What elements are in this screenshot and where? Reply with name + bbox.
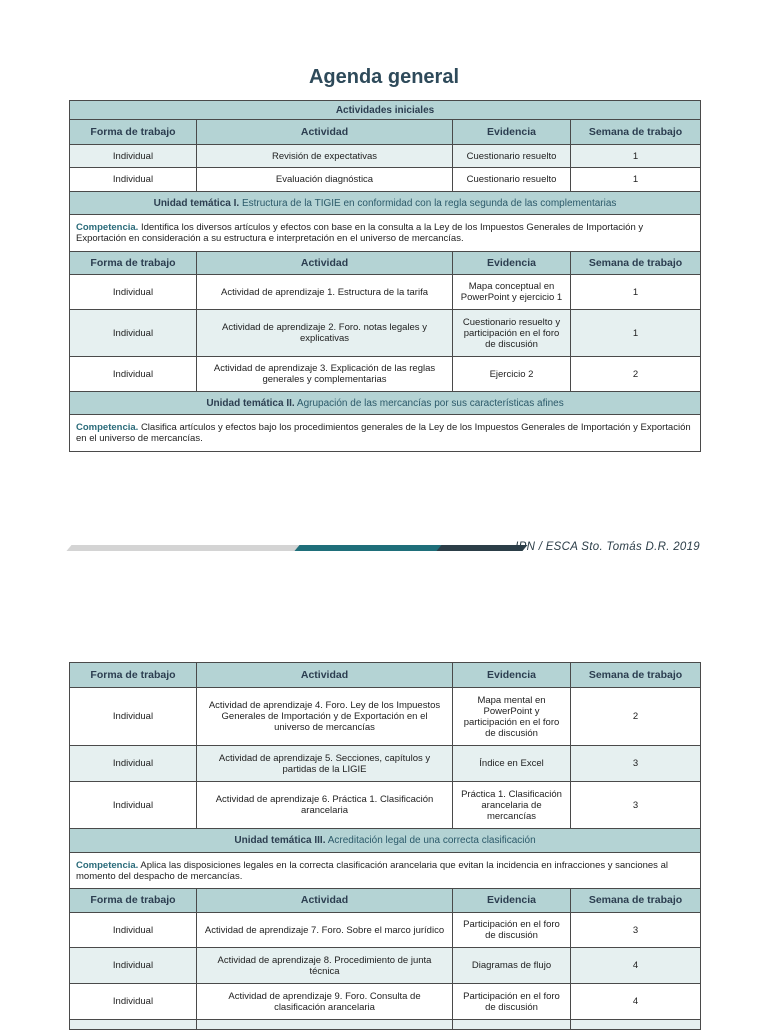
header-evidencia: Evidencia	[453, 663, 571, 688]
table-row	[70, 275, 701, 310]
header-semana: Semana de trabajo	[571, 663, 701, 688]
cell-forma: Individual	[70, 357, 197, 392]
cell-actividad: Revisión de expectativas	[197, 145, 453, 168]
competencia-text-1: Competencia. Identifica los diversos artículos y efectos con base en la consulta a la Ley de los Impuestos Generales de Importación y Exportación en consideración a su estructura e interpretación en el universo de mercancías.	[70, 215, 701, 252]
cell-semana: 1	[571, 168, 701, 192]
cell-forma: Individual	[70, 948, 197, 984]
table-row	[70, 913, 701, 948]
cell-actividad: Actividad de aprendizaje 5. Secciones, capítulos y partidas de la LIGIE	[197, 746, 453, 782]
cell-evidencia: Mapa mental en PowerPoint y participación en el foro de discusión	[453, 688, 571, 746]
cell-semana: 1	[571, 310, 701, 357]
cell-semana: 1	[571, 145, 701, 168]
page-title: Agenda general	[308, 66, 460, 88]
competencia-text-2: Competencia. Clasifica artículos y efectos bajo los procedimientos generales de la Ley de los Impuestos Generales de Importación y Exportación en el universo de mercancías.	[70, 415, 701, 452]
table-row	[70, 746, 701, 782]
cell-blank	[197, 1020, 453, 1030]
cell-semana: 4	[571, 984, 701, 1020]
cell-forma: Individual	[70, 782, 197, 829]
cell-blank	[70, 1020, 197, 1030]
table-row	[70, 310, 701, 357]
header-evidencia: Evidencia	[453, 889, 571, 913]
cell-actividad: Evaluación diagnóstica	[197, 168, 453, 192]
cell-actividad: Actividad de aprendizaje 6. Práctica 1. Clasificación arancelaria	[197, 782, 453, 829]
cell-actividad: Actividad de aprendizaje 1. Estructura de la tarifa	[197, 275, 453, 310]
table-row	[70, 948, 701, 984]
footer-bar-teal	[294, 545, 444, 551]
table-row	[70, 688, 701, 746]
cell-forma: Individual	[70, 913, 197, 948]
cell-evidencia: Cuestionario resuelto	[453, 168, 571, 192]
table-row	[70, 984, 701, 1020]
header-forma: Forma de trabajo	[70, 889, 197, 913]
cell-actividad: Actividad de aprendizaje 4. Foro. Ley de los Impuestos Generales de Importación y de Exportación en el universo de mercancías	[197, 688, 453, 746]
cell-blank	[453, 1020, 571, 1030]
header-semana: Semana de trabajo	[571, 889, 701, 913]
table-row	[70, 357, 701, 392]
footer-text: IPN / ESCA Sto. Tomás D.R. 2019	[515, 541, 700, 553]
cell-evidencia: Cuestionario resuelto	[453, 145, 571, 168]
unit-caption-3: Unidad temática III. Acreditación legal de una correcta clasificación	[70, 829, 701, 853]
header-evidencia: Evidencia	[453, 120, 571, 145]
cell-semana: 2	[571, 688, 701, 746]
cell-semana: 4	[571, 948, 701, 984]
cell-semana: 3	[571, 913, 701, 948]
cell-semana: 1	[571, 275, 701, 310]
cell-evidencia: Índice en Excel	[453, 746, 571, 782]
header-actividad: Actividad	[197, 120, 453, 145]
header-semana: Semana de trabajo	[571, 120, 701, 145]
cell-actividad: Actividad de aprendizaje 9. Foro. Consulta de clasificación arancelaria	[197, 984, 453, 1020]
unit-caption-2: Unidad temática II. Agrupación de las mercancías por sus características afines	[70, 392, 701, 415]
cell-semana: 2	[571, 357, 701, 392]
cell-forma: Individual	[70, 168, 197, 192]
table-row-partial	[70, 1020, 701, 1030]
cell-semana: 3	[571, 746, 701, 782]
cell-evidencia: Ejercicio 2	[453, 357, 571, 392]
header-evidencia: Evidencia	[453, 252, 571, 275]
cell-actividad: Actividad de aprendizaje 2. Foro. notas legales y explicativas	[197, 310, 453, 357]
footer-bar-gray	[66, 545, 306, 551]
page-footer	[69, 542, 700, 554]
agenda-table-part-2	[69, 662, 701, 1030]
header-forma: Forma de trabajo	[70, 120, 197, 145]
header-forma: Forma de trabajo	[70, 663, 197, 688]
cell-actividad: Actividad de aprendizaje 3. Explicación de las reglas generales y complementarias	[197, 357, 453, 392]
section-caption-initial: Actividades iniciales	[70, 101, 701, 120]
cell-evidencia: Mapa conceptual en PowerPoint y ejercicio 1	[453, 275, 571, 310]
table-row	[70, 145, 701, 168]
header-actividad: Actividad	[197, 252, 453, 275]
header-actividad: Actividad	[197, 663, 453, 688]
header-semana: Semana de trabajo	[571, 252, 701, 275]
cell-evidencia: Cuestionario resuelto y participación en el foro de discusión	[453, 310, 571, 357]
cell-actividad: Actividad de aprendizaje 8. Procedimiento de junta técnica	[197, 948, 453, 984]
competencia-text-3: Competencia. Aplica las disposiciones legales en la correcta clasificación arancelaria que evitan la incidencia en infracciones y sanciones al momento del despacho de mercancías.	[70, 853, 701, 889]
cell-forma: Individual	[70, 688, 197, 746]
cell-evidencia: Participación en el foro de discusión	[453, 984, 571, 1020]
cell-forma: Individual	[70, 310, 197, 357]
cell-blank	[571, 1020, 701, 1030]
header-forma: Forma de trabajo	[70, 252, 197, 275]
agenda-table-part-1	[69, 100, 701, 452]
cell-forma: Individual	[70, 275, 197, 310]
unit-caption-1: Unidad temática I. Estructura de la TIGIE en conformidad con la regla segunda de las complementarias	[70, 192, 701, 215]
cell-forma: Individual	[70, 145, 197, 168]
table-row	[70, 782, 701, 829]
cell-evidencia: Diagramas de flujo	[453, 948, 571, 984]
table-row	[70, 168, 701, 192]
cell-evidencia: Participación en el foro de discusión	[453, 913, 571, 948]
cell-forma: Individual	[70, 984, 197, 1020]
cell-evidencia: Práctica 1. Clasificación arancelaria de mercancías	[453, 782, 571, 829]
cell-semana: 3	[571, 782, 701, 829]
header-actividad: Actividad	[197, 889, 453, 913]
cell-forma: Individual	[70, 746, 197, 782]
cell-actividad: Actividad de aprendizaje 7. Foro. Sobre el marco jurídico	[197, 913, 453, 948]
footer-bar-dark	[436, 545, 527, 551]
